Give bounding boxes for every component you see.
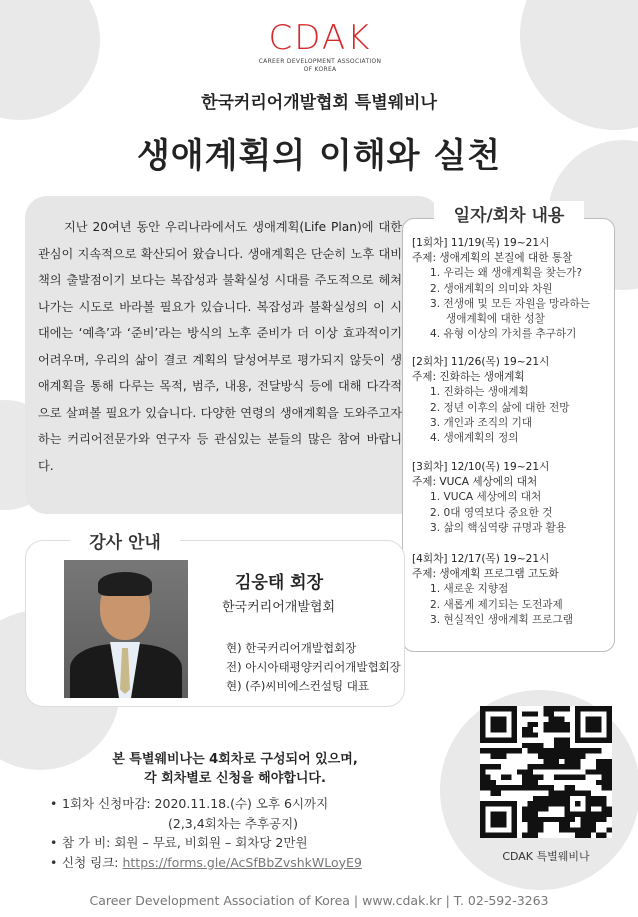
- session-head: [4회차] 12/17(목) 19~21시: [412, 553, 550, 565]
- session-head: [3회차] 12/10(목) 19~21시: [412, 461, 550, 473]
- session-item: 3. 현실적인 생애계획 프로그램: [430, 613, 574, 626]
- instructor-section-title: 강사 안내: [70, 528, 180, 553]
- instructor-org: 한국커리어개발협회: [222, 600, 336, 615]
- intro-text: 지난 20여년 동안 우리나라에서도 생애계획(Life Plan)에 대한 관심이 지속적으로 확산되어 왔습니다. 생애계획은 단순히 노후 대비책의 출발점이기 보다는 복잡성과 불확실성 시대를 주도적으로 헤쳐나가는 시도로 바라볼 필요가 있습니다. 복잡성과 불확실성의 이 시대에는 ‘예측’과 ‘준비’라는 방식의 노후 준비가 더 이상 효과적이기 어려우며, 우리의 삶이 결코 계획의 달성여부로 평가되지 않듯이 생애계획을 통해 다루는 목적, 범주, 내용, 전달방식 등에 대해 다각적으로 살펴볼 필요가 있습니다. 다양한 연령의 생애계획을 도와주고자 하는 커리어전문가와 연구자 등 관심있는 분들의 많은 참여 바랍니다.: [38, 220, 402, 473]
- logo-mark: CDAK: [268, 18, 372, 58]
- session-topic: 주제: VUCA 세상에의 대처: [412, 476, 538, 489]
- notice-line-1: 본 특별웨비나는 4회차로 구성되어 있으며,: [112, 752, 358, 767]
- fee-text: 참 가 비: 회원 – 무료, 비회원 – 회차당 2만원: [62, 835, 308, 850]
- instructor-role: 전) 아시아태평양커리어개발협회장: [226, 660, 401, 674]
- registration-info: • 1회차 신청마감: 2020.11.18.(수) 오후 6시까지 (2,3,4회차는 추후공지) • 참 가 비: 회원 – 무료, 비회원 – 회차당 2만원 • 신청 링크: https://forms.gle/AcSfBbZvshkWLoyE9: [50, 796, 362, 870]
- session-topic: 주제: 생애계획 프로그램 고도화: [412, 568, 559, 581]
- registration-notice: [25, 750, 445, 788]
- session-2: [412, 355, 612, 446]
- session-item: 2. 생애계획의 의미와 차원: [430, 282, 553, 295]
- intro-text-block: [38, 214, 402, 479]
- session-topic: 주제: 생애계획의 본질에 대한 통찰: [412, 252, 573, 265]
- deadline-text: 1회차 신청마감: 2020.11.18.(수) 오후 6시까지: [62, 796, 329, 811]
- session-item: 생애계획에 대한 성찰: [446, 313, 545, 326]
- session-4: [412, 552, 612, 628]
- session-item: 3. 전생애 및 모든 자원을 망라하는: [430, 297, 590, 310]
- session-head: [1회차] 11/19(목) 19~21시: [412, 237, 550, 249]
- session-item: 2. 정년 이후의 삶에 대한 전망: [430, 401, 570, 414]
- session-item: 4. 생애계획의 정의: [430, 432, 519, 445]
- session-item: 4. 유형 이상의 가치를 추구하기: [430, 328, 577, 341]
- instructor-role: 현) 한국커리어개발협회장: [226, 641, 357, 655]
- event-subtitle: 한국커리어개발협회 특별웨비나: [201, 93, 437, 113]
- session-head: [2회차] 11/26(목) 19~21시: [412, 356, 550, 368]
- session-1: [412, 236, 612, 342]
- session-3: [412, 460, 612, 536]
- logo-subline-1: CAREER DEVELOPMENT ASSOCIATION: [258, 58, 382, 65]
- instructor-photo: [64, 560, 188, 698]
- session-item: 2. 새롭게 제기되는 도전과제: [430, 598, 563, 611]
- link-label: 신청 링크:: [62, 854, 123, 870]
- event-title: 생애계획의 이해와 실천: [136, 136, 502, 176]
- instructor-roles: [226, 639, 401, 696]
- session-item: 1. 진화하는 생애계획: [430, 386, 529, 399]
- deadline-note: (2,3,4회차는 추후공지): [168, 815, 299, 831]
- session-item: 2. 0대 영역보다 중요한 것: [430, 506, 553, 519]
- logo-subline-2: OF KOREA: [303, 66, 337, 73]
- schedule-title: 일자/회차 내용: [434, 201, 584, 226]
- session-item: 1. 우리는 왜 생애계획을 찾는가?: [430, 267, 583, 280]
- session-topic: 주제: 진화하는 생애계획: [412, 371, 525, 384]
- cdak-logo: [250, 18, 390, 74]
- session-item: 3. 개인과 조직의 기대: [430, 416, 533, 429]
- footer-contact: Career Development Association of Korea | www.cdak.kr | T. 02-592-3263: [89, 893, 549, 908]
- session-item: 1. VUCA 세상에의 대처: [430, 491, 542, 504]
- qr-code-icon[interactable]: [480, 706, 612, 838]
- instructor-role: 현) (주)씨비에스컨설팅 대표: [226, 679, 369, 693]
- session-item: 3. 삶의 핵심역량 규명과 활용: [430, 521, 567, 534]
- notice-line-2: 각 회차별로 신청을 해야합니다.: [144, 771, 326, 786]
- session-item: 1. 새로운 지향점: [430, 583, 509, 596]
- registration-link[interactable]: https://forms.gle/AcSfBbZvshkWLoyE9: [122, 854, 362, 870]
- instructor-name: 김웅태 회장: [235, 573, 324, 593]
- qr-caption: CDAK 특별웨비나: [502, 850, 590, 863]
